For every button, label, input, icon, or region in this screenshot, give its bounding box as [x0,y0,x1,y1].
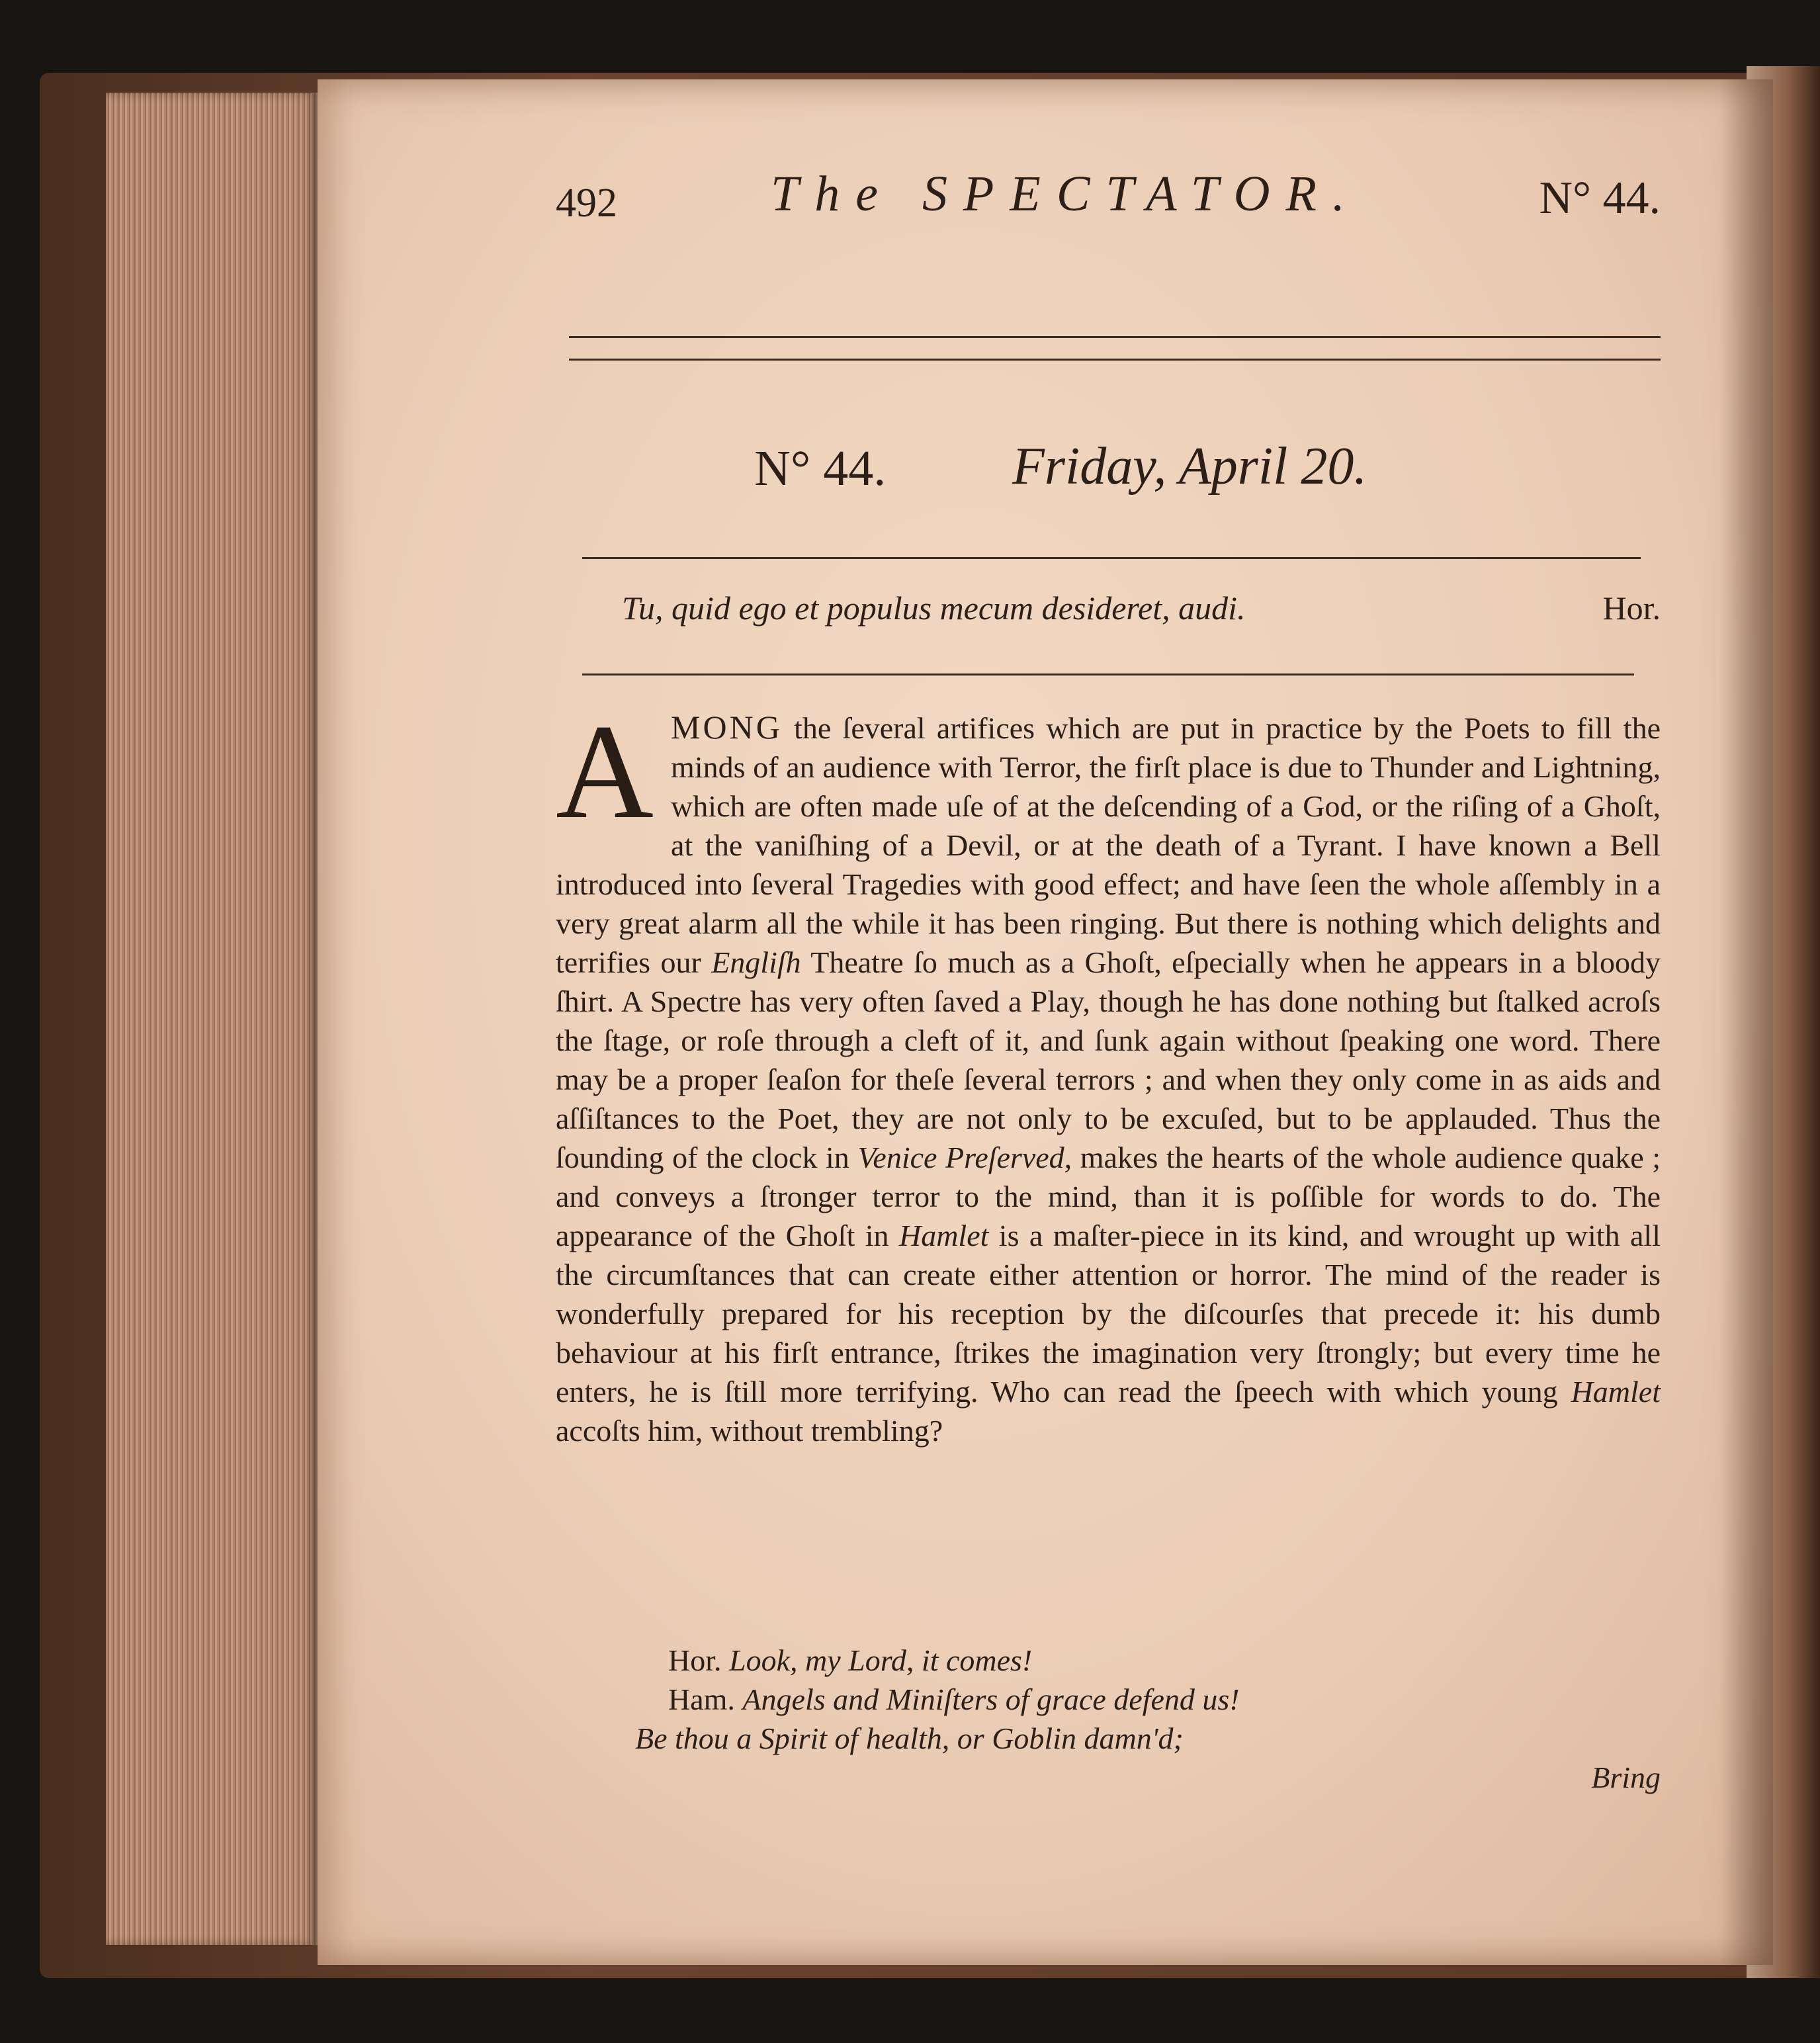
paragraph-text: makes the hearts of the whole audience quake ; and conveys a ſtronger terror to the mind, than it is poſſible for words to do. The appearance of the Ghoſt in [556,1141,1661,1252]
motto [556,589,1661,642]
issue-rule [582,557,1641,559]
issue-number: N° 44. [754,441,887,496]
page-gutter [1720,79,1773,1965]
motto-rule [582,674,1634,675]
paragraph-text: accoſts him, without trembling? [556,1414,943,1448]
top-rule-1 [569,336,1661,338]
italic-hamlet: Hamlet [898,1219,989,1252]
page-number: 492 [556,181,617,226]
italic-english: Engliſh [711,945,801,979]
header-issue-number: N° 44. [1539,173,1661,224]
essay-paragraph [556,697,1661,1450]
paragraph-text: is a maſter-piece in its kind, and wrought up with all the circumſtances that can create either attention or horror. The mind of the reader is wonderfully prepared for his reception by the diſcourſes that precede it: his dumb behaviour at his firſt entrance, ſtrikes the imagination very ſtrongly; but every time he enters, he is ſtill more terrifying. Who can read the ſpeech with which young [556,1219,1661,1409]
verse-text: Angels and Miniſters of grace defend us! [742,1682,1240,1716]
italic-venice-preserved: Venice Preſerved, [857,1141,1072,1174]
paragraph-text: the ſeveral artifices which are put in practice by the Poets to fill the minds of an audience with Terror, the firſt place is due to Thunder and Lightning, which are often made uſe of at the deſcending of a God, or the riſing of a Ghoſt, at the vaniſhing of a Devil, or at the death of a Tyrant. I have known a Bell introduced into ſeveral Tragedies with good effect; and have ſeen the whole aſſembly in a very great alarm all the while it has been ringing. But there is nothing which delights and terrifies our [556,711,1661,979]
issue-date: Friday, April 20. [1012,437,1367,496]
running-header [556,165,1661,238]
page-block-edge [106,93,318,1945]
paragraph-text: Theatre ſo much as a Ghoſt, eſpecially when he appears in a bloody ſhirt. A Spectre has very often ſaved a Play, though he has done nothing but ſtalked acroſs the ſtage, or roſe through a cleft of it, and ſunk again without ſpeaking one word. There may be a proper ſeaſon for theſe ſeveral terrors ; and when they only come in as aids and aſſiſtances to the Poet, they are not only to be excuſed, but to be applauded. Thus the ſounding of the clock in [556,945,1661,1174]
top-rule-2 [569,359,1661,361]
drop-cap: A [556,697,654,847]
speaker: Ham. [668,1682,735,1716]
verse-line-1 [668,1641,1032,1680]
verse-line-3: Be thou a Spirit of health, or Goblin damn'd; [635,1721,1184,1755]
lead-caps: MONG [671,709,783,746]
verse-text: Look, my Lord, it comes! [729,1643,1033,1677]
italic-hamlet: Hamlet [1571,1375,1661,1409]
issue-heading [556,437,1661,509]
motto-text: Tu, quid ego et populus mecum desideret, audi. [622,589,1246,627]
running-title: The SPECTATOR. [771,166,1361,222]
catchword: Bring [1591,1760,1661,1794]
speaker: Hor. [668,1643,722,1677]
verse-line-2 [668,1680,1240,1719]
motto-source: Hor. [1602,589,1661,627]
